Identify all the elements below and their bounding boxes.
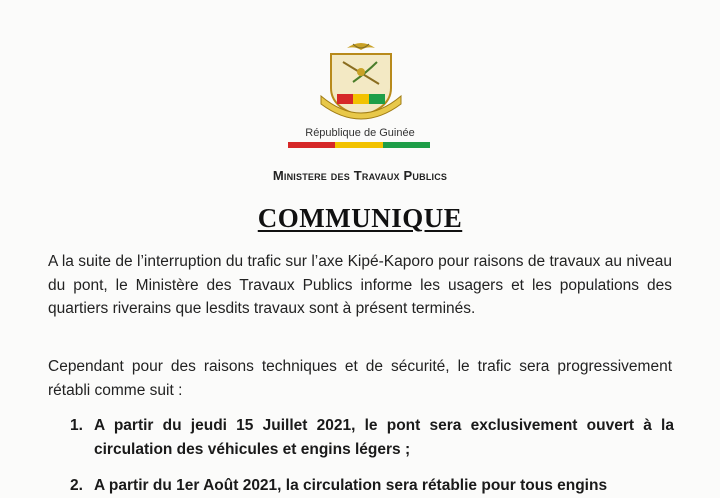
list-item-text: A partir du jeudi 15 Juillet 2021, le pont sera exclusivement ouvert à la circulation des véhicules et engins légers ; (94, 417, 674, 458)
flag-red-stripe (288, 142, 335, 148)
list-item-number: 2. (70, 477, 83, 494)
page-title: COMMUNIQUE (257, 203, 463, 233)
country-name: République de Guinée (305, 127, 415, 139)
ministry-name: Ministere des Travaux Publics (272, 168, 448, 183)
list-item-text: A partir du 1er Août 2021, la circulation sera rétablie pour tous engins (94, 477, 608, 494)
list-item-number: 1. (70, 417, 83, 434)
flag-green-stripe (383, 142, 430, 148)
paragraph-2: Cependant pour des raisons techniques et de sécurité, le trafic sera progressivement rétabli comme suit : (48, 358, 672, 399)
guinea-coat-of-arms-icon (313, 38, 409, 126)
flag-yellow-stripe (335, 142, 382, 148)
flag-color-bar (288, 142, 430, 148)
paragraph-1: A la suite de l’interruption du trafic sur l’axe Kipé-Kaporo pour raisons de travaux au niveau du pont, le Ministère des Travaux Publics informe les usagers et les populations des quartiers riverains que lesdits travaux sont à présent terminés. (48, 253, 672, 317)
list-item (70, 414, 674, 461)
